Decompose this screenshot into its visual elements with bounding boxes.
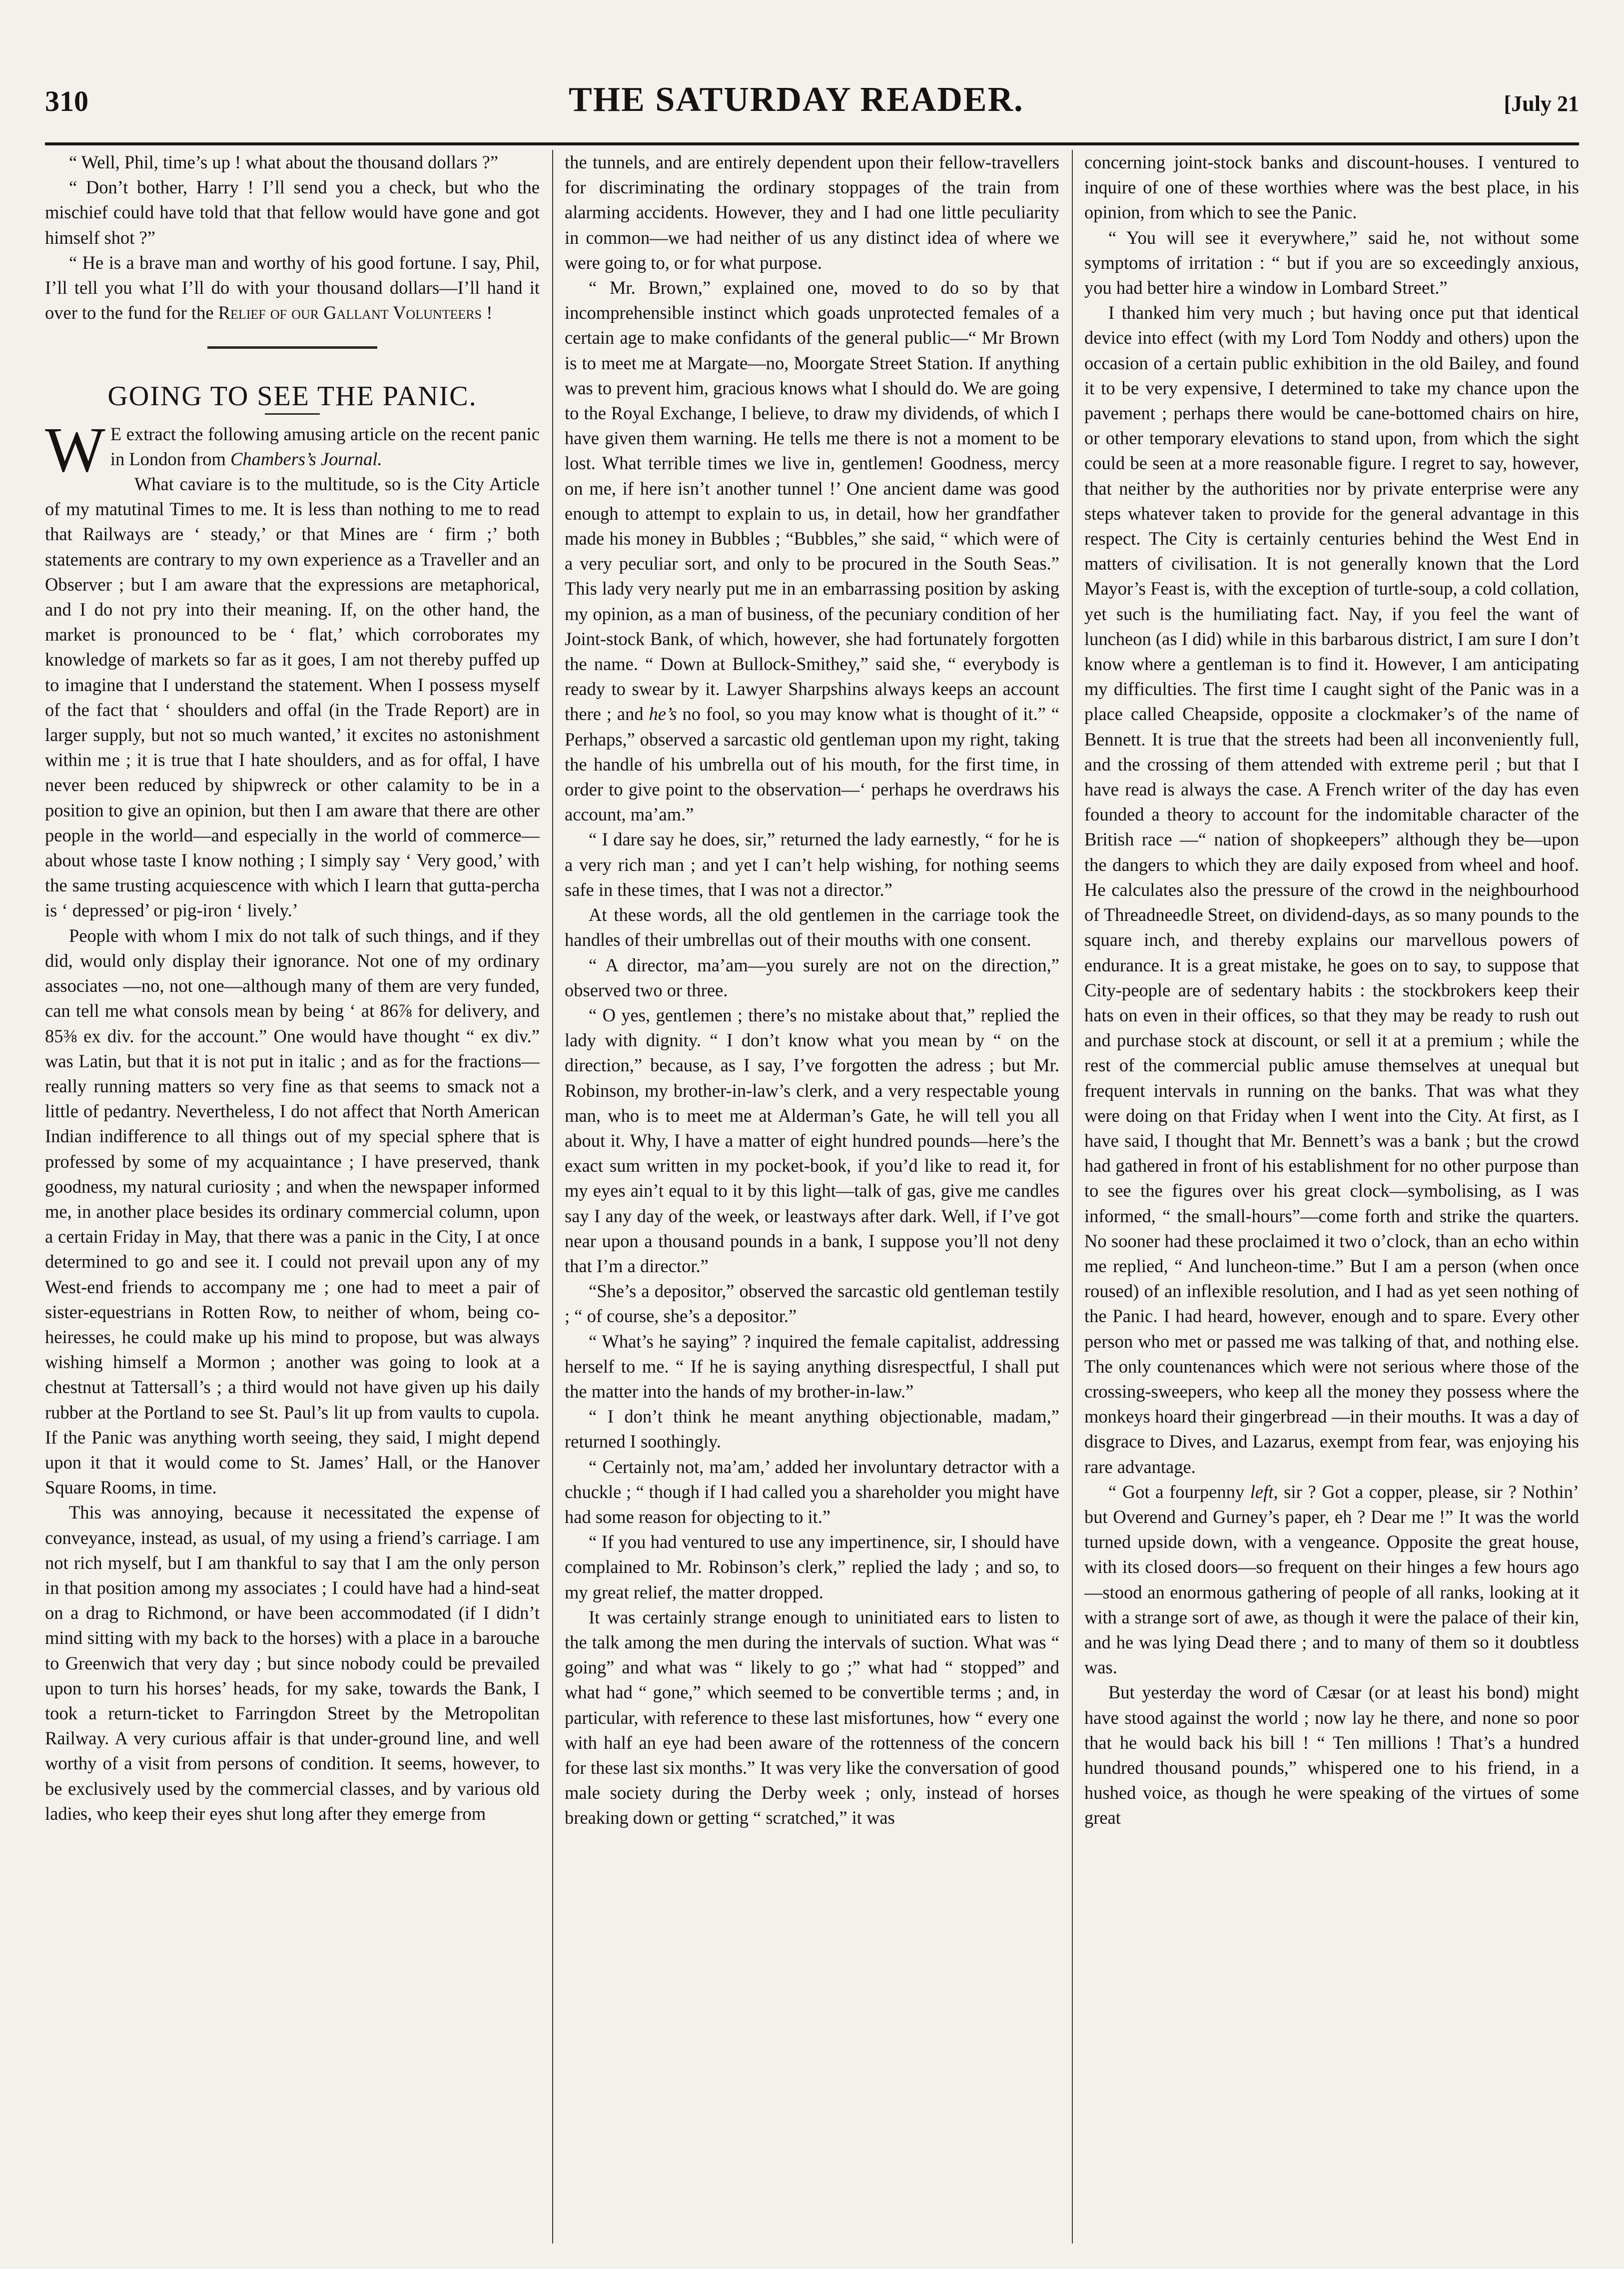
paragraph-text: “ Mr. Brown,” explained one, moved to do so by that incomprehensible instinct which goads unprotected females of a certain age to make confidants of the general public—“ Mr Brown is to meet me at Margate—no, Moorgate Street Station. If anything was to prevent him, gracious knows what I should do. We are going to the Royal Exchange, I believe, to draw my dividends, of which I have given them warning. He tells me there is not a moment to be lost. What terrible times we live in, gentlemen! Goodness, mercy on me, if here isn’t another tunnel !’ One ancient dame was good enough to attempt to explain to us, in detail, how her grandfather made his money in Bubbles ; “Bubbles,” she said, “ which were of a very peculiar sort, and only to be procured in the South Seas.” This lady very nearly put me in an embarrassing position by asking my opinion, as a man of business, of the pecuniary condition of her Joint-stock Bank, of which, however, she had fortunately forgotten the name. “ Down at Bullock-Smithey,” said she, “ everybody is ready to swear by it. Lawyer Sharpshins always keeps an account there ; and xyxy=(565,277,1059,725)
column-rule xyxy=(1072,150,1073,2244)
paragraph: “ Well, Phil, time’s up ! what about the thousand dollars ?” xyxy=(69,152,499,172)
paragraph: “ O yes, gentlemen ; there’s no mistake about that,” replied the lady with dignity. “ I don’t know what you mean by “ on the direction,” because, as I say, I’ve forgotten the adress ; but Mr. Robinson, my brother-in-law’s clerk, and a very respectable young man, who is to meet me at Alderman’s Gate, he will tell you all about it. Why, I have a matter of eight hundred pounds—here’s the exact sum written in my pocket-book, if you’d like to read it, for my eyes ain’t equal to it by this light—talk of gas, give me candles say I any day of the week, or leastways after dark. Well, if I’ve got near upon a thousand pounds in a bank, I suppose you’ll not deny that I’m a director.” xyxy=(565,1004,1059,1276)
paragraph: But yesterday the word of Cæsar (or at least his bond) might have stood against the world ; now lay he there, and none so poor that he would back his bill ! “ Ten millions ! That’s a hundred hundred thousand pounds,” whispered one to his friend, in a hushed voice, as though he were speaking of the virtues of some great xyxy=(1084,1682,1579,1828)
title-underline xyxy=(265,413,320,415)
paragraph: “ You will see it everywhere,” said he, not without some symptoms of irritation : “ but if you are so exceedingly anxious, you had better hire a window in Lombard Street.” xyxy=(1084,227,1579,298)
article-intro xyxy=(45,414,540,485)
paragraph-text: “ Got a fourpenny xyxy=(1108,1481,1245,1502)
paragraph: “She’s a depositor,” observed the sarcastic old gentleman testily ; “ of course, she’s a depositor.” xyxy=(565,1281,1059,1327)
article-title: GOING TO SEE THE PANIC. xyxy=(107,381,477,412)
emphasis: left, xyxy=(1250,1481,1278,1502)
paragraph: “ Certainly not, ma’am,’ added her involuntary detractor with a chuckle ; “ though if I had called you a shareholder you might have had some reason for objecting to it.” xyxy=(565,1456,1059,1527)
paragraph: “ I dare say he does, sir,” returned the lady earnestly, “ for he is a very rich man ; and yet I can’t help wishing, for nothing seems safe in these times, that I was not a director.” xyxy=(565,829,1059,900)
issue-date: [July 21 xyxy=(1504,91,1579,116)
paragraph: People with whom I mix do not talk of such things, and if they did, would only display their ignorance. Not one of my ordinary associates —no, not one—although many of them are very funded, can tell me what consols mean by being ‘ at 86⅞ for delivery, and 85⅜ ex div. for the account.” One would have thought “ ex div.” was Latin, but that it is not put in italic ; and as for the fractions—really running matters so very fine as that seems to smack not a little of pedantry. Nevertheless, I do not affect that North American Indian indifference to all things out of my special sphere that is professed by some of my acquaintance ; I have preserved, thank goodness, my natural curiosity ; and when the newspaper informed me, in another place besides its ordinary commercial column, upon a certain Friday in May, that there was a panic in the City, I at once determined to go and see it. I could not prevail upon any of my West-end friends to accompany me ; one had to meet a pair of sister-equestrians in Rotten Row, to neither of whom, being co-heiresses, he could make up his mind to propose, but was always wishing himself a Mormon ; another was going to look at a chestnut at Tattersall’s ; a third would not have given up his daily rubber at the Portland to see St. Paul’s lit up from vaults to cupola. If the Panic was anything worth seeing, they said, I might depend upon it that it would come to St. James’ Hall, or the Hanover Square Rooms, in time. xyxy=(45,925,540,1498)
paragraph: “ What’s he saying” ? inquired the female capitalist, addressing herself to me. “ If he is saying anything disrespectful, I shall put the matter into the hands of my brother-in-law.” xyxy=(565,1331,1059,1402)
paragraph: At these words, all the old gentlemen in the carriage took the handles of their umbrellas out of their mouths with one consent. xyxy=(565,904,1059,950)
drop-cap: W xyxy=(45,414,105,485)
column-3 xyxy=(1084,150,1579,2244)
intro-source: Chambers’s Journal. xyxy=(230,448,382,469)
paragraph-text: “ He is a brave man and worthy of his good fortune. I say, Phil, I’ll tell you what I’ll do with your thousand dollars—I’ll hand it over to the fund for the xyxy=(45,252,540,323)
paragraph xyxy=(45,250,540,326)
emphasis: he’s xyxy=(649,704,677,725)
column-1 xyxy=(45,150,540,2244)
column-rule xyxy=(552,150,553,2244)
paragraph: This was annoying, because it necessitated the expense of conveyance, instead, as usual, of my using a friend’s carriage. I am not rich myself, but I am thankful to say that I am the only person in that position among my associates ; I could have had a hind-seat on a drag to Richmond, or have been accommodated (if I didn’t mind sitting with my back to the horses) with a place in a barouche to Greenwich that very day ; but since nobody could be prevailed upon to turn his horses’ heads, for my sake, towards the Bank, I took a return-ticket to Farringdon Street by the Metropolitan Railway. A very curious affair is that under-ground line, and well worthy of a visit from persons of condition. It seems, however, to be exclusively used by the commercial classes, and by various old ladies, who keep their eyes shut long after they emerge from xyxy=(45,1502,540,1824)
masthead: THE SATURDAY READER. xyxy=(569,80,1024,119)
paragraph-text: no fool, so you may know what is thought of it.” “ Perhaps,” observed a sarcastic old gentleman upon my right, taking the handle of his umbrella out of his mouth, for the first time, in order to give point to the observation—‘ perhaps he overdraws his account, ma’am.” xyxy=(565,704,1059,825)
paragraph: “ If you had ventured to use any impertinence, sir, I should have complained to Mr. Robinson’s clerk,” replied the lady ; and so, to my great relief, the matter dropped. xyxy=(565,1531,1059,1602)
intro-text: E extract the following amusing article on the recent panic in London from xyxy=(110,423,540,469)
paragraph: It was certainly strange enough to uninitiated ears to listen to the talk among the men during the intervals of suction. What was “ going” and what was “ likely to go ;” what had “ stopped” and what had “ gone,” which seemed to be convertible terms ; and, in particular, with reference to these last misfortunes, how “ every one with half an eye had been aware of the rottenness of the concern for these last six months.” It was very like the conversation of good male society during the Derby week ; only, instead of horses breaking down or getting “ scratched,” it was xyxy=(565,1606,1059,1828)
paragraph xyxy=(565,275,1059,827)
paragraph: “ A director, ma’am—you surely are not on the direction,” observed two or three. xyxy=(565,954,1059,1000)
paragraph xyxy=(1084,1480,1579,1680)
paragraph: concerning joint-stock banks and discount-houses. I ventured to inquire of one of these worthies where was the best place, in his opinion, from which to see the Panic. xyxy=(1084,152,1579,223)
page-header xyxy=(45,80,1579,145)
paragraph: the tunnels, and are entirely dependent upon their fellow-travellers for discriminating the ordinary stoppages of the train from alarming accidents. However, they and I had one little peculiarity in common—we had neither of us any distinct idea of where we were going to, or for what purpose. xyxy=(565,152,1059,273)
fund-name: Relief of our Gallant Volunteers ! xyxy=(218,302,493,323)
section-divider xyxy=(207,346,377,349)
paragraph: “ I don’t think he meant anything objectionable, madam,” returned I soothingly. xyxy=(565,1406,1059,1452)
paragraph: I thanked him very much ; but having once put that identical device into effect (with my Lord Tom Noddy and others) upon the occasion of a certain public exhibition in the old Bailey, and found it to be very expensive, I determined to take my chance upon the pavement ; perhaps there would be cane-bottomed chairs on hire, or other temporary elevations to stand upon, from which the sight could be seen at a more reasonable figure. I regret to say, however, that neither by the authorities nor by private enterprise were any steps whatever taken to provide for the general advantage in this respect. The City is certainly centuries behind the West End in matters of civilisation. It is not generally known that the Lord Mayor’s Feast is, with the exception of turtle-soup, a cold collation, yet such is the humiliating fact. Nay, if you feel the want of luncheon (as I did) while in this barbarous district, I am sure I don’t know where a gentleman is to find it. However, I am anticipating my difficulties. The first time I caught sight of the Panic was in a place called Cheapside, opposite a clockmaker’s of the name of Bennett. It is true that the streets had been all inconveniently full, and the crossing of them attended with extreme peril ; but that I have read is always the case. A French writer of the day has even founded a theory to account for the indomitable character of the British race —“ nation of shopkeepers” although they be—upon the dangers to which they are daily exposed from wheel and hoof. He calculates also the pressure of the crowd in the neighbourhood of Threadneedle Street, on dividend-days, as so many pounds to the square inch, and thereby explains our marvellous powers of endurance. It is a great mistake, he goes on to say, to suppose that City-people are of sedentary habits : the stockbrokers keep their hats on even in their offices, so that they may be ready to rush out and purchase stock at discount, or sell it at a premium ; while the rest of the commercial public amuse themselves at unequal but frequent intervals in running on the banks. That was what they were doing on that Friday when I went into the City. At first, as I have said, I thought that Mr. Bennett’s was a bank ; but the crowd had gathered in front of his establishment for no other purpose than to see the figures over his great clock—symbolising, as I was informed, “ the small-hours”—come forth and strike the quarters. No sooner had these proclaimed it two o’clock, than an echo within me replied, “ And luncheon-time.” But I am a person (when once roused) of an inflexible resolution, and I had as yet seen nothing of the Panic. I had heard, however, enough and to spare. Every other person who met or passed me was talking of that, and nothing else. The only countenances which were not serious where those of the crossing-sweepers, who keep all the money they possess where the monkeys hoard their gingerbread —in their mouths. It was a day of disgrace to Dives, and Lazarus, exempt from fear, was enjoying his rare advantage. xyxy=(1084,302,1579,1477)
page-number: 310 xyxy=(45,85,88,117)
paragraph: “ Don’t bother, Harry ! I’ll send you a check, but who the mischief could have told that that fellow would have gone and got himself shot ?” xyxy=(45,177,540,248)
column-2 xyxy=(565,150,1059,2244)
paragraph-text: sir ? Got a copper, please, sir ? Nothin’ but Overend and Gurney’s paper, eh ? Dear me !” It was the world turned upside down, with a vengeance. Opposite the great house, with its closed doors—so frequent on their hinges a few hours ago—stood an enormous gathering of people of all ranks, looking at it with a strange sort of awe, as though it were the palace of their kin, and he was lying Dead there ; and to many of them so it doubtless was. xyxy=(1084,1481,1579,1678)
paragraph: What caviare is to the multitude, so is the City Article of my matutinal Times to me. It is less than nothing to me to read that Railways are ‘ steady,’ or that Mines are ‘ firm ;’ both statements are contrary to my own experience as a Traveller and an Observer ; but I am aware that the expressions are metaphorical, and I do not pry into their meaning. If, on the other hand, the market is pronounced to be ‘ flat,’ which corroborates my knowledge of markets so far as it goes, I am not thereby puffed up to imagine that I understand the statement. When I possess myself of the fact that ‘ shoulders and offal (in the Trade Report) are in larger supply, but not so much wanted,’ it excites no astonishment within me ; it is true that I hate shoulders, and as for offal, I have never been reduced by shipwreck or other calamity to be in a position to give an opinion, but then I am aware that there are other people in the world—and especially in the world of commerce—about whose taste I know nothing ; I simply say ‘ Very good,’ with the same trusting acquiescence with which I learn that gutta-percha is ‘ depressed’ or pig-iron ‘ lively.’ xyxy=(45,474,540,921)
